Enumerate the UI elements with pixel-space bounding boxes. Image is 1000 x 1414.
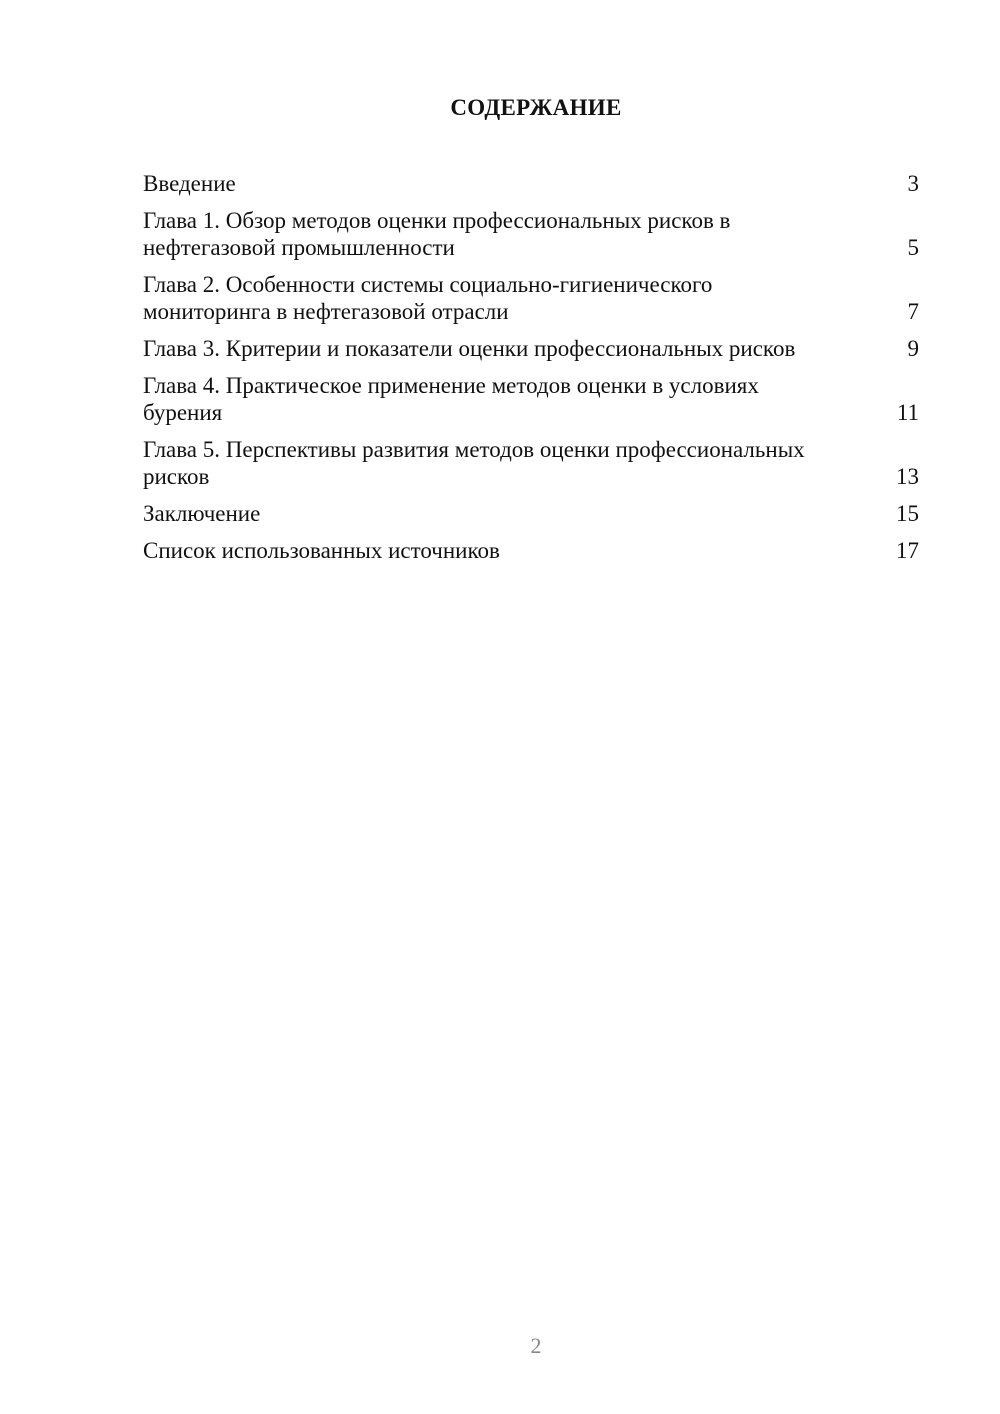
- page-number: 2: [530, 1333, 542, 1358]
- toc-entry-chapter-3[interactable]: [143, 335, 919, 362]
- toc-entry-chapter-2[interactable]: [143, 271, 919, 325]
- toc-entry-page: 9: [907, 336, 919, 361]
- toc-entry-label: Глава 1. Обзор методов оценки профессиональных рисков в нефтегазовой промышленности: [143, 208, 731, 260]
- toc-entry-page: 5: [907, 235, 919, 260]
- toc-entry-page: 7: [907, 299, 919, 324]
- toc-entry-chapter-1[interactable]: [143, 207, 919, 261]
- toc-entry-label: Глава 4. Практическое применение методов оценки в условиях бурения: [143, 373, 759, 425]
- toc-entry-page: 11: [896, 400, 919, 425]
- toc-entry-page: 17: [896, 538, 919, 563]
- toc-entry-label: Список использованных источников: [143, 538, 500, 563]
- toc-entry-chapter-5[interactable]: [143, 436, 919, 490]
- toc-entry-label: Введение: [143, 171, 236, 196]
- table-of-contents: [143, 170, 919, 574]
- toc-entry-page: 15: [896, 501, 919, 526]
- toc-entry-label: Глава 3. Критерии и показатели оценки профессиональных рисков: [143, 336, 796, 361]
- page-title: СОДЕРЖАНИЕ: [450, 95, 622, 120]
- toc-entry-label: Глава 2. Особенности системы социально-гигиенического мониторинга в нефтегазовой отрасли: [143, 272, 713, 324]
- toc-entry-page: 3: [907, 171, 919, 196]
- toc-entry-label: Глава 5. Перспективы развития методов оценки профессиональных рисков: [143, 437, 805, 489]
- toc-entry-chapter-4[interactable]: [143, 372, 919, 426]
- toc-entry-page: 13: [896, 464, 919, 489]
- toc-entry-introduction[interactable]: [143, 170, 919, 197]
- toc-entry-references[interactable]: [143, 537, 919, 564]
- toc-entry-label: Заключение: [143, 501, 261, 526]
- toc-entry-conclusion[interactable]: [143, 500, 919, 527]
